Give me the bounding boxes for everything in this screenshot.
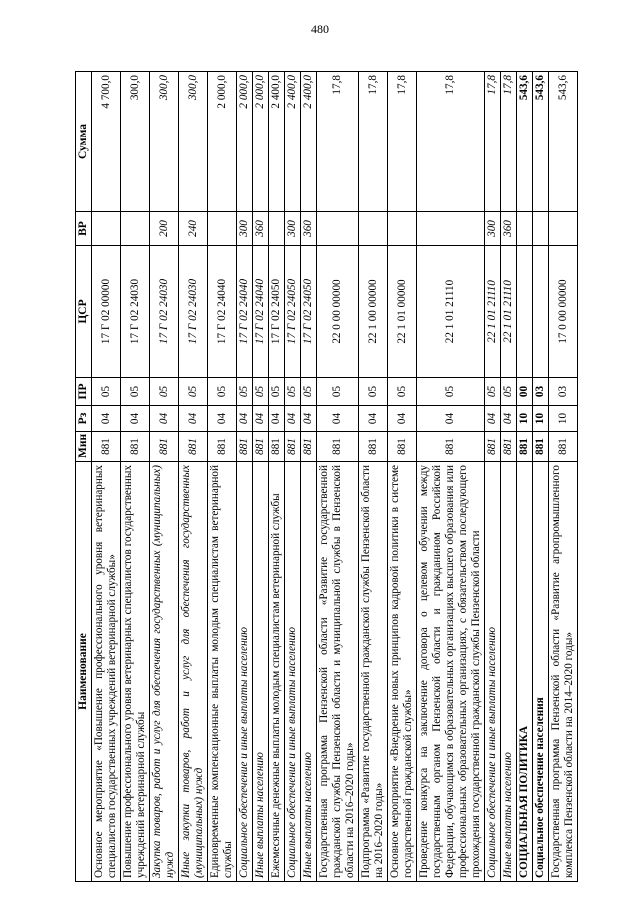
cell-sum: 17,8 (501, 72, 517, 212)
table-row (285, 72, 301, 882)
cell-min: 881 (208, 432, 237, 462)
cell-name: Закупка товаров, работ и услуг для обеспечения государственных (муниципальных) нужд (150, 462, 179, 882)
cell-sum: 2 400,0 (285, 72, 301, 212)
cell-min: 881 (269, 432, 285, 462)
cell-pr: 05 (285, 378, 301, 406)
cell-rz: 04 (501, 406, 517, 432)
cell-min: 881 (485, 432, 501, 462)
table-row (253, 72, 269, 882)
cell-name: Социальное обеспечение и иные выплаты населению (285, 462, 301, 882)
cell-name: Социальное обеспечение и иные выплаты населению (237, 462, 253, 882)
cell-min: 881 (150, 432, 179, 462)
cell-csr: 22 1 01 21110 (501, 246, 517, 378)
cell-rz: 10 (533, 406, 549, 432)
table-row (121, 72, 150, 882)
table-row (485, 72, 501, 882)
header-rz: Рз (76, 406, 92, 432)
cell-vr: 300 (485, 212, 501, 246)
cell-csr: 17 Г 02 24030 (121, 246, 150, 378)
table-row (549, 72, 578, 882)
cell-sum: 2 400,0 (301, 72, 317, 212)
cell-csr (517, 246, 533, 378)
cell-rz: 04 (179, 406, 208, 432)
cell-pr: 05 (150, 378, 179, 406)
cell-rz: 04 (237, 406, 253, 432)
cell-rz: 04 (121, 406, 150, 432)
cell-csr: 22 1 01 21110 (417, 246, 485, 378)
cell-pr: 05 (317, 378, 359, 406)
header-pr: ПР (76, 378, 92, 406)
cell-name: Иные закупки товаров, работ и услуг для обеспечения государственных (муниципальных) нужд (179, 462, 208, 882)
cell-name: СОЦИАЛЬНАЯ ПОЛИТИКА (517, 462, 533, 882)
budget-table (75, 71, 578, 882)
cell-rz: 04 (301, 406, 317, 432)
cell-pr: 05 (417, 378, 485, 406)
cell-pr: 05 (121, 378, 150, 406)
cell-sum: 17,8 (417, 72, 485, 212)
cell-rz: 04 (359, 406, 388, 432)
table-row (179, 72, 208, 882)
cell-pr: 05 (92, 378, 121, 406)
table-row (269, 72, 285, 882)
cell-min: 881 (517, 432, 533, 462)
table-row (533, 72, 549, 882)
cell-name: Основное мероприятие «Внедрение новых принципов кадровой политики в системе государственной гражданской службы» (388, 462, 417, 882)
cell-name: Подпрограмма «Развитие государственной гражданской службы Пензенской области на 2016–2020 годы» (359, 462, 388, 882)
cell-rz: 10 (517, 406, 533, 432)
cell-pr: 05 (253, 378, 269, 406)
cell-rz: 04 (253, 406, 269, 432)
cell-pr: 05 (359, 378, 388, 406)
cell-min: 881 (253, 432, 269, 462)
cell-sum: 2 400,0 (269, 72, 285, 212)
cell-csr: 17 Г 02 24040 (208, 246, 237, 378)
cell-sum: 543,6 (533, 72, 549, 212)
cell-name: Ежемесячные денежные выплаты молодым специалистам ветеринарной службы (269, 462, 285, 882)
header-csr: ЦСР (76, 246, 92, 378)
cell-sum: 17,8 (317, 72, 359, 212)
cell-min: 881 (388, 432, 417, 462)
cell-csr: 22 1 01 00000 (388, 246, 417, 378)
table-row (237, 72, 253, 882)
cell-pr: 05 (237, 378, 253, 406)
cell-sum: 17,8 (485, 72, 501, 212)
budget-table-rotated (75, 72, 575, 882)
cell-sum: 2 000,0 (237, 72, 253, 212)
cell-sum: 4 700,0 (92, 72, 121, 212)
cell-csr: 22 1 00 00000 (359, 246, 388, 378)
cell-sum: 543,6 (549, 72, 578, 212)
table-row (359, 72, 388, 882)
cell-vr: 240 (179, 212, 208, 246)
cell-min: 881 (237, 432, 253, 462)
cell-vr (359, 212, 388, 246)
cell-sum: 17,8 (388, 72, 417, 212)
cell-sum: 2 000,0 (208, 72, 237, 212)
cell-name: Основное мероприятие «Повышение профессионального уровня ветеринарных специалистов государственных учреждений ветеринарной службы» (92, 462, 121, 882)
cell-name: Иные выплаты населению (501, 462, 517, 882)
cell-vr (317, 212, 359, 246)
cell-csr: 17 Г 02 24030 (150, 246, 179, 378)
cell-pr: 05 (485, 378, 501, 406)
cell-min: 881 (92, 432, 121, 462)
cell-pr: 03 (549, 378, 578, 406)
cell-csr: 17 Г 02 24050 (269, 246, 285, 378)
cell-sum: 543,6 (517, 72, 533, 212)
cell-min: 881 (285, 432, 301, 462)
cell-rz: 04 (208, 406, 237, 432)
cell-vr: 300 (285, 212, 301, 246)
table-row (150, 72, 179, 882)
cell-rz: 04 (317, 406, 359, 432)
cell-csr: 17 Г 02 24040 (237, 246, 253, 378)
cell-pr: 00 (517, 378, 533, 406)
cell-vr: 200 (150, 212, 179, 246)
table-row (208, 72, 237, 882)
cell-min: 881 (549, 432, 578, 462)
cell-rz: 04 (417, 406, 485, 432)
cell-pr: 05 (179, 378, 208, 406)
cell-min: 881 (301, 432, 317, 462)
header-name: Наименование (76, 462, 92, 882)
cell-vr (92, 212, 121, 246)
header-vr: ВР (76, 212, 92, 246)
cell-name: Единовременные компенсационные выплаты молодым специалистам ветеринарной службы (208, 462, 237, 882)
page-number: 480 (311, 22, 329, 36)
table-row (388, 72, 417, 882)
cell-pr: 05 (501, 378, 517, 406)
cell-sum: 300,0 (121, 72, 150, 212)
table-row (501, 72, 517, 882)
table-row (517, 72, 533, 882)
cell-vr (517, 212, 533, 246)
cell-sum: 2 000,0 (253, 72, 269, 212)
cell-vr: 360 (253, 212, 269, 246)
cell-rz: 04 (285, 406, 301, 432)
cell-vr (269, 212, 285, 246)
cell-name: Проведение конкурса на заключение договора о целевом обучении между государственным органом Пензенской области и гражданином Российской Федерации, обучающимся в образовательных организациях высшего образования или профессиональных образовательных организациях, с обязательством последующего прохождения государственной гражданской службы Пензенской области (417, 462, 485, 882)
cell-name: Социальное обеспечение и иные выплаты населению (485, 462, 501, 882)
cell-rz: 04 (485, 406, 501, 432)
cell-csr: 22 1 01 21110 (485, 246, 501, 378)
cell-sum: 300,0 (150, 72, 179, 212)
cell-csr: 17 Г 02 24040 (253, 246, 269, 378)
table-row (301, 72, 317, 882)
cell-name: Повышение профессионального уровня ветеринарных специалистов государственных учреждений ветеринарной службы (121, 462, 150, 882)
cell-vr (417, 212, 485, 246)
cell-rz: 04 (150, 406, 179, 432)
cell-name: Государственная программа Пензенской области «Развитие агропромышленного комплекса Пензенской области на 2014–2020 годы» (549, 462, 578, 882)
cell-csr: 17 Г 02 24050 (285, 246, 301, 378)
cell-csr (533, 246, 549, 378)
cell-vr: 360 (501, 212, 517, 246)
cell-min: 881 (179, 432, 208, 462)
cell-sum: 17,8 (359, 72, 388, 212)
cell-vr (388, 212, 417, 246)
cell-min: 881 (533, 432, 549, 462)
cell-sum: 300,0 (179, 72, 208, 212)
cell-name: Государственная программа Пензенской области «Развитие государственной гражданской службы Пензенской области и муниципальной службы в Пензенской области на 2016–2020 годы» (317, 462, 359, 882)
cell-vr (121, 212, 150, 246)
cell-name: Иные выплаты населению (301, 462, 317, 882)
cell-min: 881 (317, 432, 359, 462)
cell-rz: 04 (92, 406, 121, 432)
cell-rz: 04 (388, 406, 417, 432)
cell-rz: 04 (269, 406, 285, 432)
cell-csr: 17 0 00 00000 (549, 246, 578, 378)
table-row (417, 72, 485, 882)
cell-name: Иные выплаты населению (253, 462, 269, 882)
cell-pr: 05 (301, 378, 317, 406)
cell-vr (533, 212, 549, 246)
table-row (92, 72, 121, 882)
cell-csr: 17 Г 02 24050 (301, 246, 317, 378)
cell-vr: 360 (301, 212, 317, 246)
cell-pr: 05 (388, 378, 417, 406)
cell-vr: 300 (237, 212, 253, 246)
table-row (317, 72, 359, 882)
cell-vr (208, 212, 237, 246)
cell-min: 881 (417, 432, 485, 462)
cell-rz: 10 (549, 406, 578, 432)
cell-vr (549, 212, 578, 246)
cell-min: 881 (359, 432, 388, 462)
cell-csr: 22 0 00 00000 (317, 246, 359, 378)
header-min: Мин (76, 432, 92, 462)
cell-name: Социальное обеспечение населения (533, 462, 549, 882)
cell-csr: 17 Г 02 24030 (179, 246, 208, 378)
cell-pr: 05 (208, 378, 237, 406)
table-body (92, 72, 578, 882)
cell-min: 881 (501, 432, 517, 462)
cell-min: 881 (121, 432, 150, 462)
cell-pr: 03 (533, 378, 549, 406)
cell-csr: 17 Г 02 00000 (92, 246, 121, 378)
header-sum: Сумма (76, 72, 92, 212)
table-header-row (76, 72, 92, 882)
cell-pr: 05 (269, 378, 285, 406)
